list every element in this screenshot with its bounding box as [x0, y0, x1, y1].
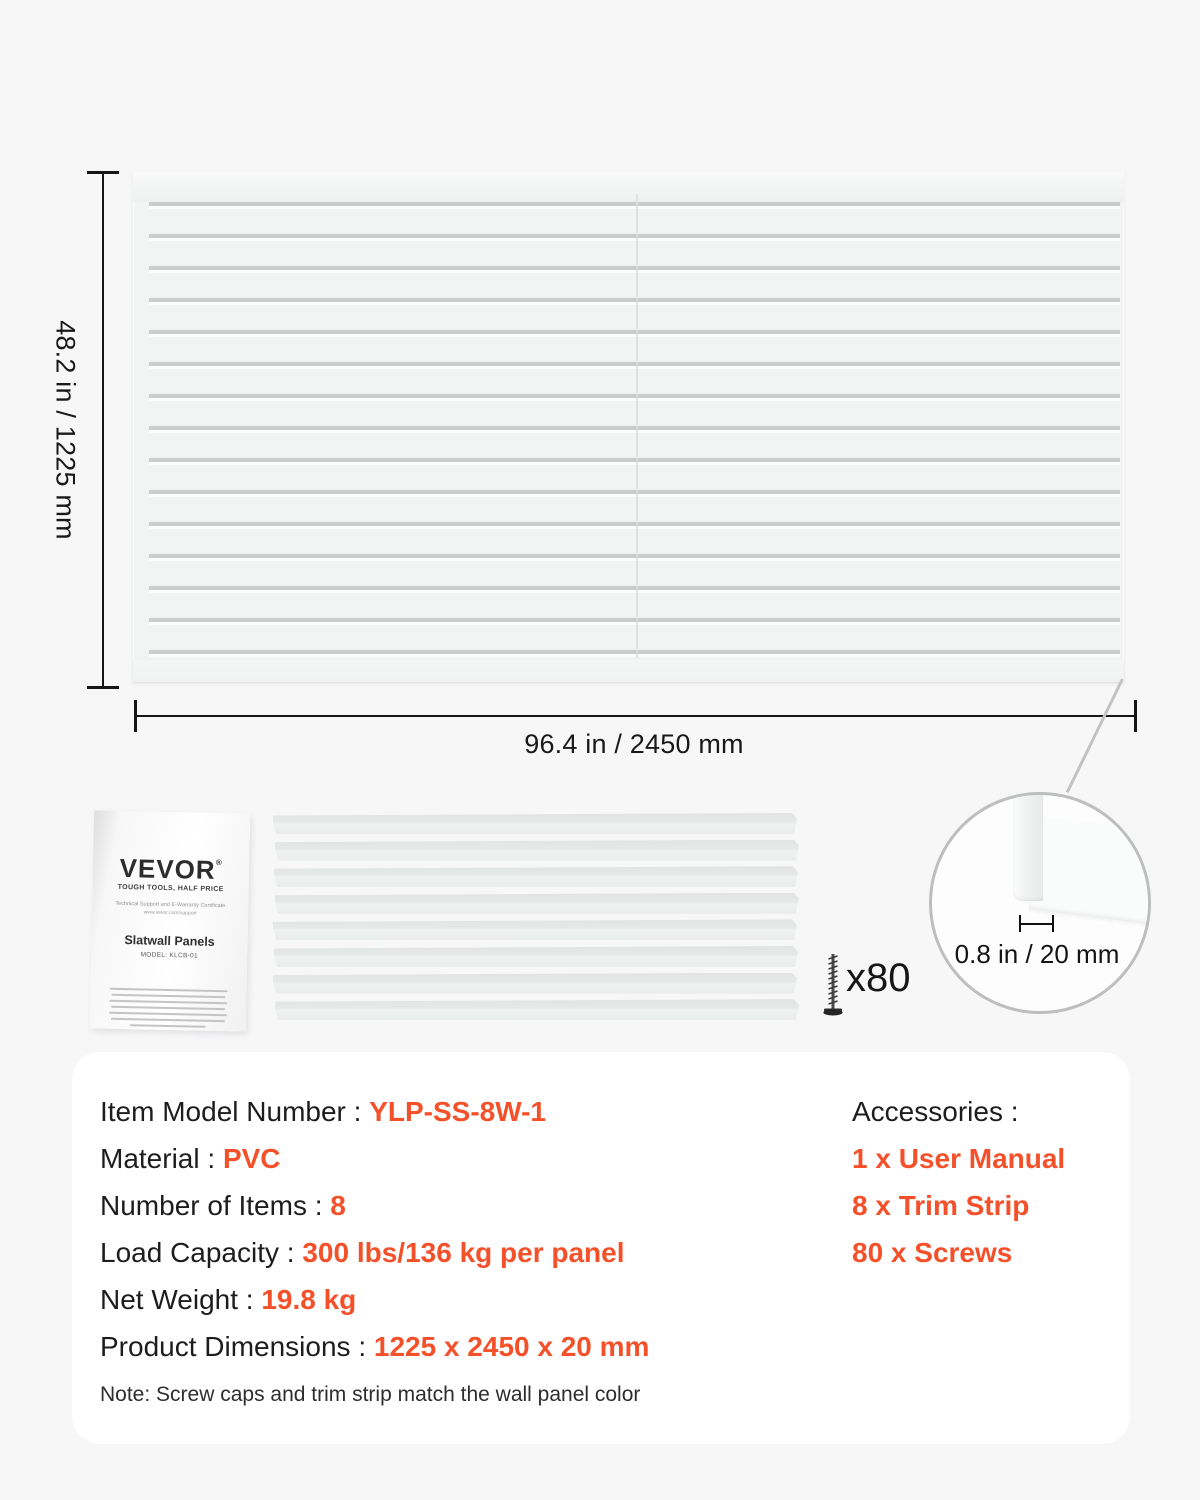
slat-groove [149, 266, 1120, 273]
slat-groove [149, 330, 1120, 337]
manual-tagline: TOUGH TOOLS, HALF PRICE [117, 883, 224, 894]
vevor-logo: VEVOR® [119, 852, 223, 885]
panel-edge-detail [1013, 792, 1043, 901]
width-dimension-cap-left [134, 700, 137, 732]
spec-label: Product Dimensions : [100, 1331, 374, 1362]
spec-value: 1225 x 2450 x 20 mm [373, 1331, 650, 1362]
spec-label: Material : [100, 1143, 223, 1174]
spec-value: 300 lbs/136 kg per panel [302, 1237, 625, 1268]
spec-label: Number of Items : [100, 1190, 331, 1221]
spec-label: Load Capacity : [100, 1237, 303, 1268]
user-manual-booklet [90, 810, 251, 1031]
height-dimension-cap-bottom [87, 686, 119, 689]
slat-groove [149, 234, 1120, 241]
spec-label: Item Model Number : [100, 1096, 370, 1127]
width-dimension-line [135, 715, 1136, 717]
spec-row-load [100, 1229, 649, 1276]
trim-strip [273, 919, 797, 940]
accessory-item: 8 x Trim Strip [852, 1190, 1030, 1221]
slat-groove [149, 202, 1120, 209]
spec-row-material [100, 1135, 649, 1182]
slat-groove [149, 586, 1120, 593]
height-dimension-line [102, 172, 104, 688]
manual-subline: Technical Support and E-Warranty Certificate [115, 900, 226, 910]
accessories-title: Accessories : [852, 1096, 1019, 1127]
slat-groove [149, 394, 1120, 401]
height-dimension-cap-top [87, 171, 119, 174]
spec-row-model [100, 1088, 649, 1135]
trim-strip [275, 840, 799, 861]
slat-groove [149, 362, 1120, 369]
manual-fine-print [109, 988, 228, 1029]
slat-groove [149, 554, 1120, 561]
spec-note: Note: Screw caps and trim strip match the wall panel color [100, 1383, 641, 1406]
slatwall-panel-drawing [133, 172, 1124, 682]
trim-strip [273, 973, 797, 994]
detail-leader-line [1066, 678, 1124, 792]
spec-value: PVC [222, 1143, 281, 1174]
trim-strip [274, 866, 798, 887]
spec-value: YLP-SS-8W-1 [369, 1096, 546, 1127]
trim-strip [275, 893, 799, 914]
spec-value: 19.8 kg [261, 1284, 357, 1315]
trim-strip [275, 999, 799, 1020]
screw-count-label: x80 [846, 956, 911, 1000]
trim-strip [274, 946, 798, 967]
thickness-label: 0.8 in / 20 mm [954, 939, 1120, 969]
accessory-item: 1 x User Manual [852, 1143, 1066, 1174]
panel-face-detail [1029, 816, 1151, 926]
thickness-measure-line [1020, 923, 1054, 925]
slat-groove [149, 298, 1120, 305]
screw-icon [822, 951, 844, 1024]
slat-groove [149, 650, 1120, 657]
trim-strip-stack [273, 813, 797, 1026]
width-dimension-cap-right [1134, 700, 1137, 732]
manual-subline-url: www.vevor.com/support [143, 909, 197, 917]
manual-title: Slatwall Panels [124, 932, 215, 949]
slat-groove [149, 458, 1120, 465]
spec-row-items [100, 1182, 649, 1229]
slat-groove [149, 490, 1120, 497]
slat-groove [149, 522, 1120, 529]
slat-groove [149, 426, 1120, 433]
spec-card [72, 1052, 1130, 1444]
width-dimension-label: 96.4 in / 2450 mm [524, 729, 744, 759]
height-dimension-label: 48.2 in / 1225 mm [50, 320, 81, 540]
panel-bottom-rail [133, 660, 1124, 682]
accessories-list [852, 1088, 1065, 1276]
panel-top-rail [133, 172, 1124, 202]
spec-row-weight [100, 1276, 649, 1323]
spec-list [100, 1088, 649, 1407]
spec-label: Net Weight : [100, 1284, 262, 1315]
registered-mark: ® [215, 857, 223, 868]
spec-value: 8 [330, 1190, 346, 1221]
manual-model: MODEL: KLCB-01 [140, 951, 199, 960]
panel-center-seam [636, 194, 638, 658]
thickness-detail-circle [929, 792, 1151, 1014]
thickness-tick-right [1052, 915, 1054, 932]
spec-row-dimensions [100, 1323, 649, 1370]
accessory-item: 80 x Screws [852, 1237, 1013, 1268]
trim-strip [273, 813, 797, 834]
slat-groove [149, 618, 1120, 625]
